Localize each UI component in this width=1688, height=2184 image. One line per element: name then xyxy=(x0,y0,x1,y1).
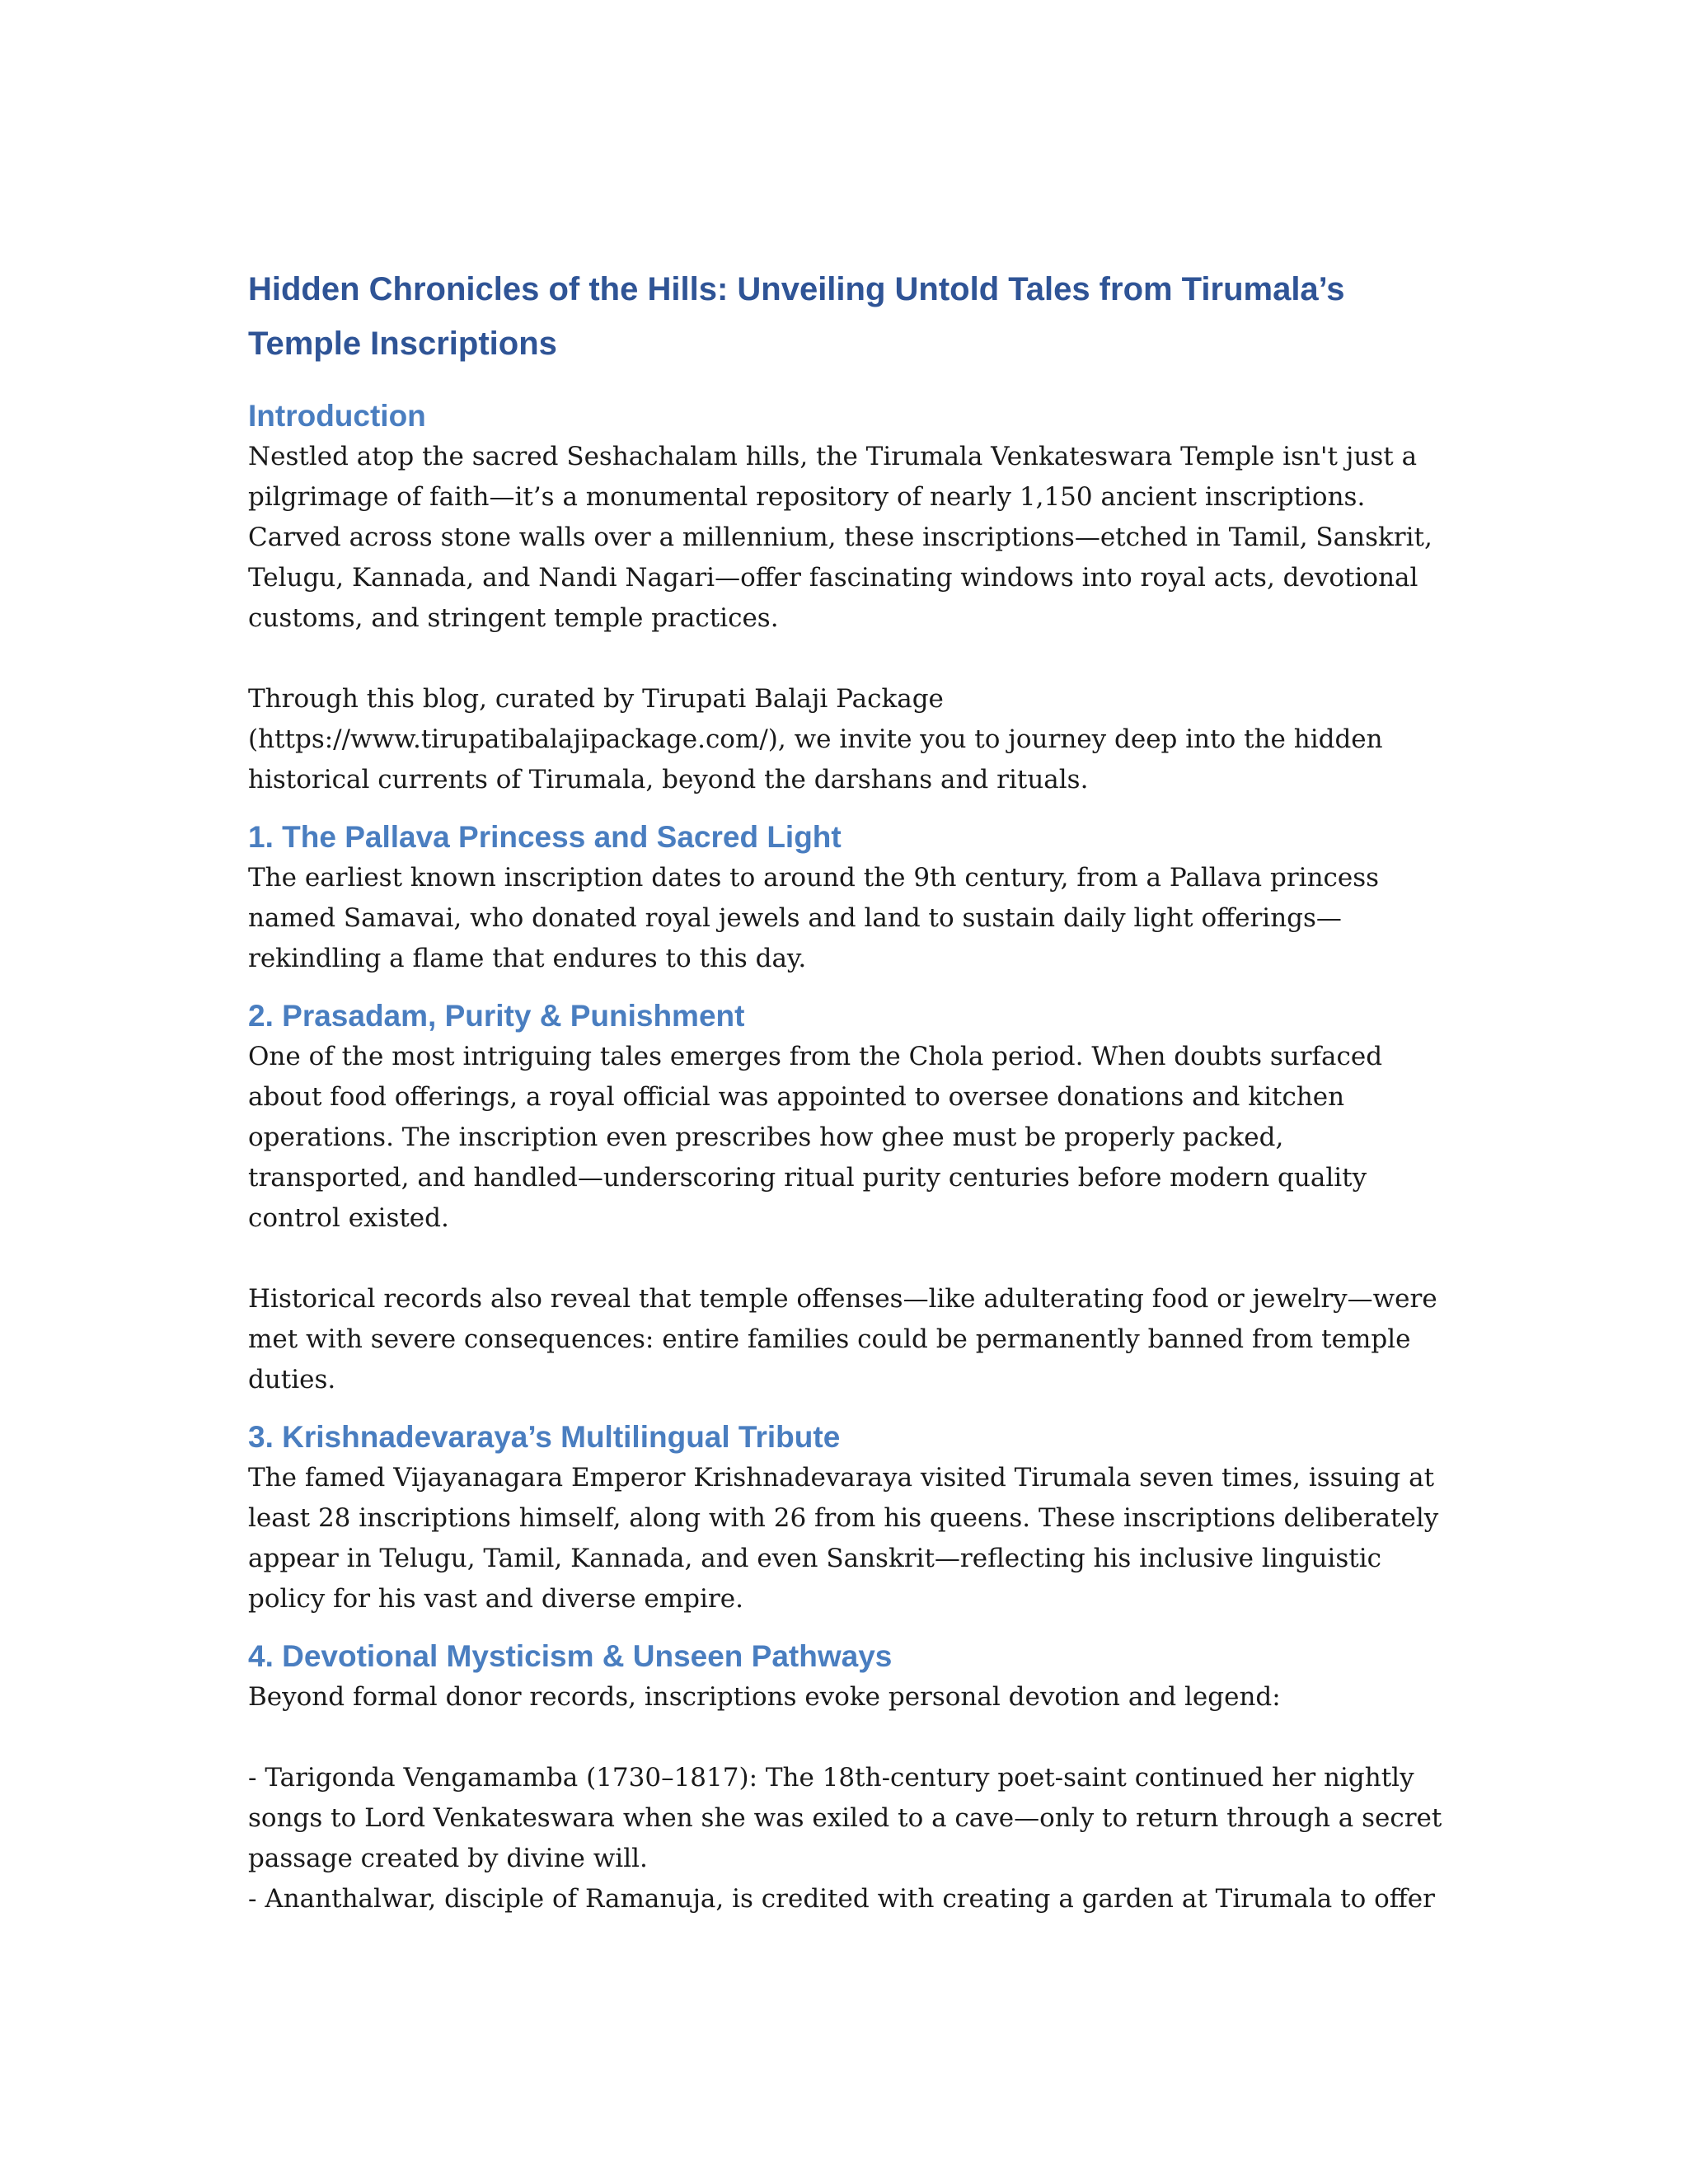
paragraph: Historical records also reveal that temple offenses—like adulterating food or jewelry—were met with severe consequences: entire families could be permanently banned from temple duties. xyxy=(248,1284,1437,1394)
list-item: - Tarigonda Vengamamba (1730–1817): The 18th-century poet-saint continued her nightly songs to Lord Venkateswara when she was exiled to a cave—only to return through a secret passage created by divine will. xyxy=(248,1763,1442,1873)
section-devotional-mysticism xyxy=(248,1636,1451,1919)
paragraph: The earliest known inscription dates to around the 9th century, from a Pallava princess named Samavai, who donated royal jewels and land to sustain daily light offerings—rekindling a flame that endures to this day. xyxy=(248,863,1380,973)
list-item: - Ananthalwar, disciple of Ramanuja, is credited with creating a garden at Tirumala to offer xyxy=(248,1884,1435,1914)
document-page xyxy=(248,262,1451,1919)
paragraph: Nestled atop the sacred Seshachalam hills, the Tirumala Venkateswara Temple isn't just a pilgrimage of faith—it’s a monumental repository of nearly 1,150 ancient inscriptions. Carved across stone walls over a millennium, these inscriptions—etched in Tamil, Sanskrit, Telugu, Kannada, and Nandi Nagari—offer fascinating windows into royal acts, devotional customs, and stringent temple practices. xyxy=(248,442,1432,633)
section-heading: 2. Prasadam, Purity & Punishment xyxy=(248,999,745,1033)
section-heading: 1. The Pallava Princess and Sacred Light xyxy=(248,820,842,854)
paragraph: One of the most intriguing tales emerges from the Chola period. When doubts surfaced about food offerings, a royal official was appointed to oversee donations and kitchen operations. The inscription even prescribes how ghee must be properly packed, transported, and handled—underscoring ritual purity centuries before modern quality control existed. xyxy=(248,1042,1383,1233)
section-heading: Introduction xyxy=(248,399,426,433)
document-title: Hidden Chronicles of the Hills: Unveiling Untold Tales from Tirumala’s Temple Inscriptions xyxy=(248,271,1345,362)
section-pallava-princess xyxy=(248,817,1451,979)
paragraph: The famed Vijayanagara Emperor Krishnadevaraya visited Tirumala seven times, issuing at least 28 inscriptions himself, along with 26 from his queens. These inscriptions deliberately appear in Telugu, Tamil, Kannada, and even Sanskrit—reflecting his inclusive linguistic policy for his vast and diverse empire. xyxy=(248,1463,1439,1614)
section-heading: 3. Krishnadevaraya’s Multilingual Tribute xyxy=(248,1420,841,1454)
section-introduction xyxy=(248,396,1451,800)
section-prasadam-purity xyxy=(248,996,1451,1400)
paragraph: Through this blog, curated by Tirupati Balaji Package (https://www.tirupatibalajipackage.com/), we invite you to journey deep into the hidden historical currents of Tirumala, beyond the darshans and rituals. xyxy=(248,684,1383,794)
paragraph: Beyond formal donor records, inscriptions evoke personal devotion and legend: xyxy=(248,1682,1281,1712)
section-krishnadevaraya xyxy=(248,1417,1451,1619)
section-heading: 4. Devotional Mysticism & Unseen Pathways xyxy=(248,1639,893,1673)
